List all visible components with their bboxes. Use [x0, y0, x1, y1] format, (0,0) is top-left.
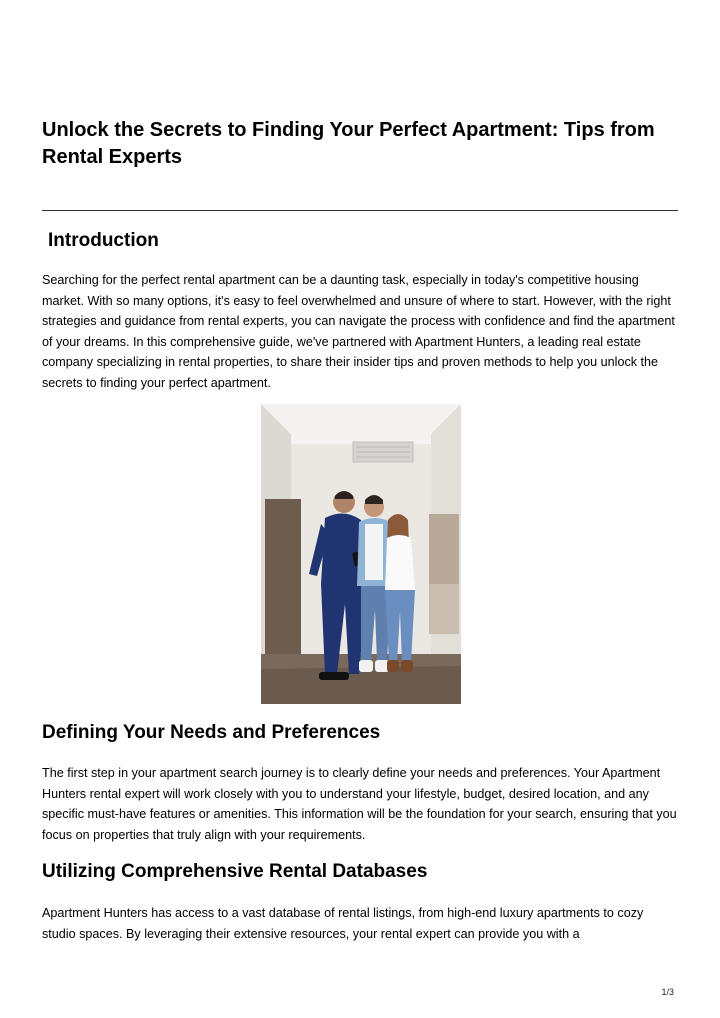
section-heading-introduction: Introduction [48, 230, 159, 251]
section-heading-databases: Utilizing Comprehensive Rental Databases [42, 861, 428, 882]
page-title: Unlock the Secrets to Finding Your Perfect Apartment: Tips from Rental Experts [42, 119, 655, 168]
section-body-databases: Apartment Hunters has access to a vast database of rental listings, from high-end luxury apartments to cozy studio spaces. By leveraging their extensive resources, your rental expert can provide you with a [42, 906, 644, 941]
section-body-needs: The first step in your apartment search journey is to clearly define your needs and preferences. Your Apartment Hunters rental expert will work closely with you to understand your lifestyle, budget, desired location, and any specific must-have features or amenities. This information will be the foundation for your search, ensuring that you focus on properties that truly align with your requirements. [42, 766, 677, 842]
title-divider [42, 210, 678, 211]
section-body-introduction: Searching for the perfect rental apartment can be a daunting task, especially in today's competitive housing market. With so many options, it's easy to feel overwhelmed and unsure of where to start. However, with the right strategies and guidance from rental experts, you can navigate the process with confidence and find the apartment of your dreams. In this comprehensive guide, we've partnered with Apartment Hunters, a leading real estate company specializing in rental properties, to share their insider tips and proven methods to help you unlock the secrets to finding your perfect apartment. [42, 273, 675, 390]
apartment-photo [261, 404, 461, 704]
section-heading-needs: Defining Your Needs and Preferences [42, 722, 381, 743]
page-number: 1/3 [661, 987, 674, 997]
